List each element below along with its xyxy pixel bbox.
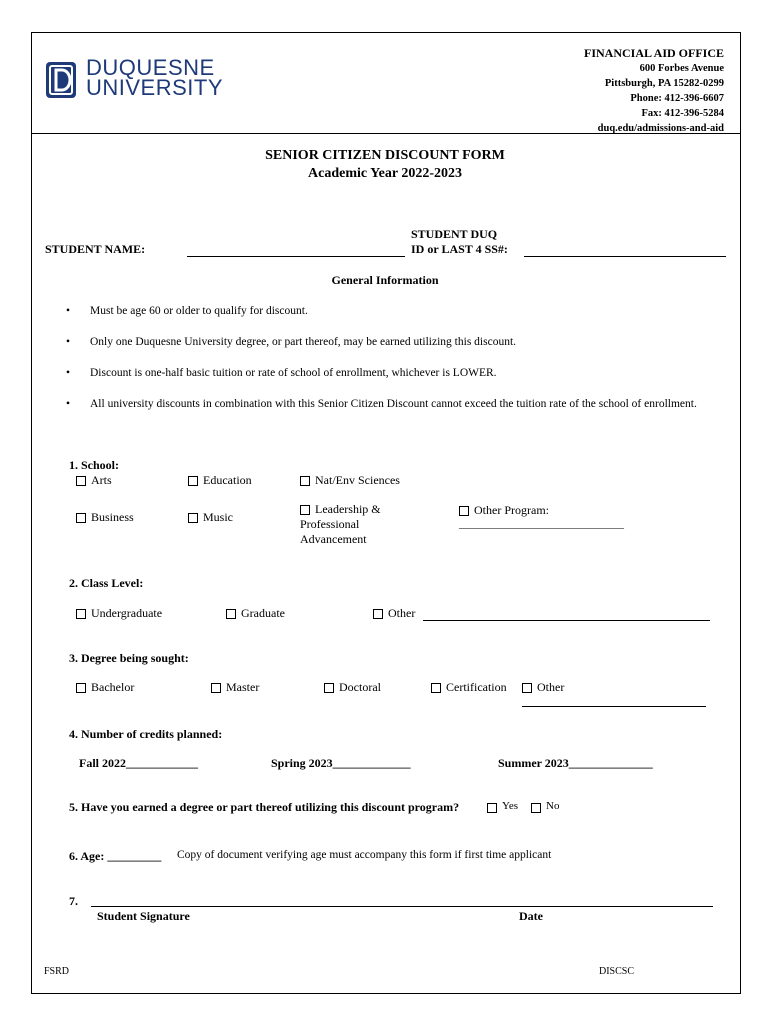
school-music-checkbox[interactable] bbox=[188, 510, 233, 525]
checkbox-icon bbox=[76, 683, 86, 693]
credits-fall-field[interactable]: Fall 2022____________ bbox=[79, 756, 198, 770]
general-info-list bbox=[64, 304, 704, 412]
office-address-1: 600 Forbes Avenue bbox=[639, 63, 724, 74]
bullet-age: • Must be age 60 or older to qualify for discount. bbox=[64, 304, 704, 319]
checkbox-icon bbox=[373, 609, 383, 619]
checkbox-icon bbox=[226, 609, 236, 619]
school-leadership-checkbox[interactable] bbox=[300, 502, 381, 547]
checkbox-label-cont: Professional bbox=[300, 517, 360, 531]
degree-other-checkbox[interactable] bbox=[522, 680, 564, 695]
age-note: Copy of document verifying age must accompany this form if first time applicant bbox=[177, 849, 552, 861]
prior-degree-no-checkbox[interactable] bbox=[531, 800, 559, 813]
checkbox-label: Other bbox=[537, 680, 565, 694]
duquesne-shield-icon bbox=[44, 60, 80, 100]
office-phone: Phone: 412-396-6607 bbox=[630, 93, 724, 104]
office-website: duq.edu/admissions-and-aid bbox=[597, 123, 724, 134]
checkbox-icon bbox=[522, 683, 532, 693]
student-signature-label: Student Signature bbox=[97, 909, 190, 923]
date-label: Date bbox=[519, 909, 543, 923]
logo-line-1: DUQUESNE bbox=[86, 55, 215, 80]
other-program-blank[interactable]: ______________________________ bbox=[459, 518, 624, 530]
office-title: FINANCIAL AID OFFICE bbox=[583, 46, 724, 60]
office-address-2: Pittsburgh, PA 15282-0299 bbox=[604, 78, 724, 89]
checkbox-label: Other bbox=[388, 606, 416, 620]
school-education-checkbox[interactable] bbox=[188, 473, 252, 488]
credits-summer-field[interactable]: Summer 2023______________ bbox=[498, 756, 653, 770]
checkbox-icon bbox=[76, 513, 86, 523]
degree-doctoral-checkbox[interactable] bbox=[324, 680, 381, 695]
signature-number: 7. bbox=[69, 894, 78, 908]
school-label: 1. School: bbox=[69, 458, 120, 472]
form-title: SENIOR CITIZEN DISCOUNT FORM bbox=[265, 148, 505, 163]
prior-degree-question: 5. Have you earned a degree or part thereof utilizing this discount program? bbox=[69, 800, 460, 814]
class-level-label: 2. Class Level: bbox=[69, 576, 144, 590]
signature-line[interactable] bbox=[91, 906, 713, 907]
checkbox-label: No bbox=[546, 800, 560, 812]
age-field[interactable]: 6. Age: _________ bbox=[69, 849, 162, 863]
footer-right-code: DISCSC bbox=[599, 966, 635, 977]
form-subtitle: Academic Year 2022-2023 bbox=[308, 166, 462, 181]
student-name-label: STUDENT NAME: bbox=[45, 242, 146, 256]
degree-bachelor-checkbox[interactable] bbox=[76, 680, 134, 695]
logo-line-2: UNIVERSITY bbox=[86, 75, 224, 100]
school-business-checkbox[interactable] bbox=[76, 510, 134, 525]
degree-certification-checkbox[interactable] bbox=[431, 680, 507, 695]
checkbox-label: Education bbox=[203, 473, 252, 487]
school-arts-checkbox[interactable] bbox=[76, 473, 112, 488]
checkbox-label: Undergraduate bbox=[91, 606, 163, 620]
checkbox-icon bbox=[324, 683, 334, 693]
checkbox-label: Nat/Env Sciences bbox=[315, 473, 400, 487]
student-id-label-1: STUDENT DUQ bbox=[411, 227, 498, 241]
checkbox-label-cont: Advancement bbox=[300, 532, 367, 546]
checkbox-label: Certification bbox=[446, 680, 507, 694]
student-id-field[interactable] bbox=[524, 256, 726, 257]
degree-label: 3. Degree being sought: bbox=[69, 651, 189, 665]
class-graduate-checkbox[interactable] bbox=[226, 606, 285, 621]
bullet-one-degree: • Only one Duquesne University degree, or part thereof, may be earned utilizing this discount. bbox=[64, 335, 704, 350]
class-other-field[interactable] bbox=[423, 620, 710, 621]
checkbox-icon bbox=[531, 803, 541, 813]
class-undergraduate-checkbox[interactable] bbox=[76, 606, 162, 621]
degree-other-field[interactable] bbox=[522, 706, 706, 707]
checkbox-label: Arts bbox=[91, 473, 112, 487]
checkbox-label: Graduate bbox=[241, 606, 285, 620]
student-id-label-2: ID or LAST 4 SS#: bbox=[411, 242, 508, 256]
prior-degree-yes-checkbox[interactable] bbox=[487, 800, 518, 813]
student-name-field[interactable] bbox=[187, 256, 405, 257]
credits-spring-field[interactable]: Spring 2023_____________ bbox=[271, 756, 411, 770]
school-nat-env-checkbox[interactable] bbox=[300, 473, 400, 488]
checkbox-label: Business bbox=[91, 510, 134, 524]
office-info bbox=[584, 46, 724, 136]
checkbox-icon bbox=[459, 506, 469, 516]
logo-wordmark bbox=[86, 55, 224, 100]
checkbox-icon bbox=[76, 476, 86, 486]
credits-label: 4. Number of credits planned: bbox=[69, 727, 223, 741]
checkbox-label: Leadership & bbox=[315, 502, 381, 516]
class-other-checkbox[interactable] bbox=[373, 606, 415, 621]
checkbox-icon bbox=[300, 476, 310, 486]
checkbox-label: Bachelor bbox=[91, 680, 135, 694]
checkbox-icon bbox=[76, 609, 86, 619]
duquesne-logo bbox=[44, 55, 224, 104]
checkbox-icon bbox=[431, 683, 441, 693]
checkbox-label: Music bbox=[203, 510, 233, 524]
general-info-heading: General Information bbox=[331, 273, 439, 287]
checkbox-icon bbox=[188, 513, 198, 523]
checkbox-label: Other Program: bbox=[474, 503, 549, 517]
footer-left-code: FSRD bbox=[44, 966, 70, 977]
checkbox-label: Yes bbox=[502, 800, 519, 812]
bullet-discount-rate: • Discount is one-half basic tuition or rate of school of enrollment, whichever is LOWER. bbox=[64, 366, 704, 381]
checkbox-icon bbox=[300, 505, 310, 515]
checkbox-label: Doctoral bbox=[339, 680, 381, 694]
office-fax: Fax: 412-396-5284 bbox=[641, 108, 724, 119]
checkbox-icon bbox=[487, 803, 497, 813]
checkbox-label: Master bbox=[226, 680, 260, 694]
checkbox-icon bbox=[211, 683, 221, 693]
checkbox-icon bbox=[188, 476, 198, 486]
school-other-program-checkbox[interactable] bbox=[459, 503, 549, 518]
degree-master-checkbox[interactable] bbox=[211, 680, 259, 695]
bullet-discount-cap: • All university discounts in combination with this Senior Citizen Discount cannot exceed the tuition rate of the school of enrollment. bbox=[64, 397, 704, 412]
